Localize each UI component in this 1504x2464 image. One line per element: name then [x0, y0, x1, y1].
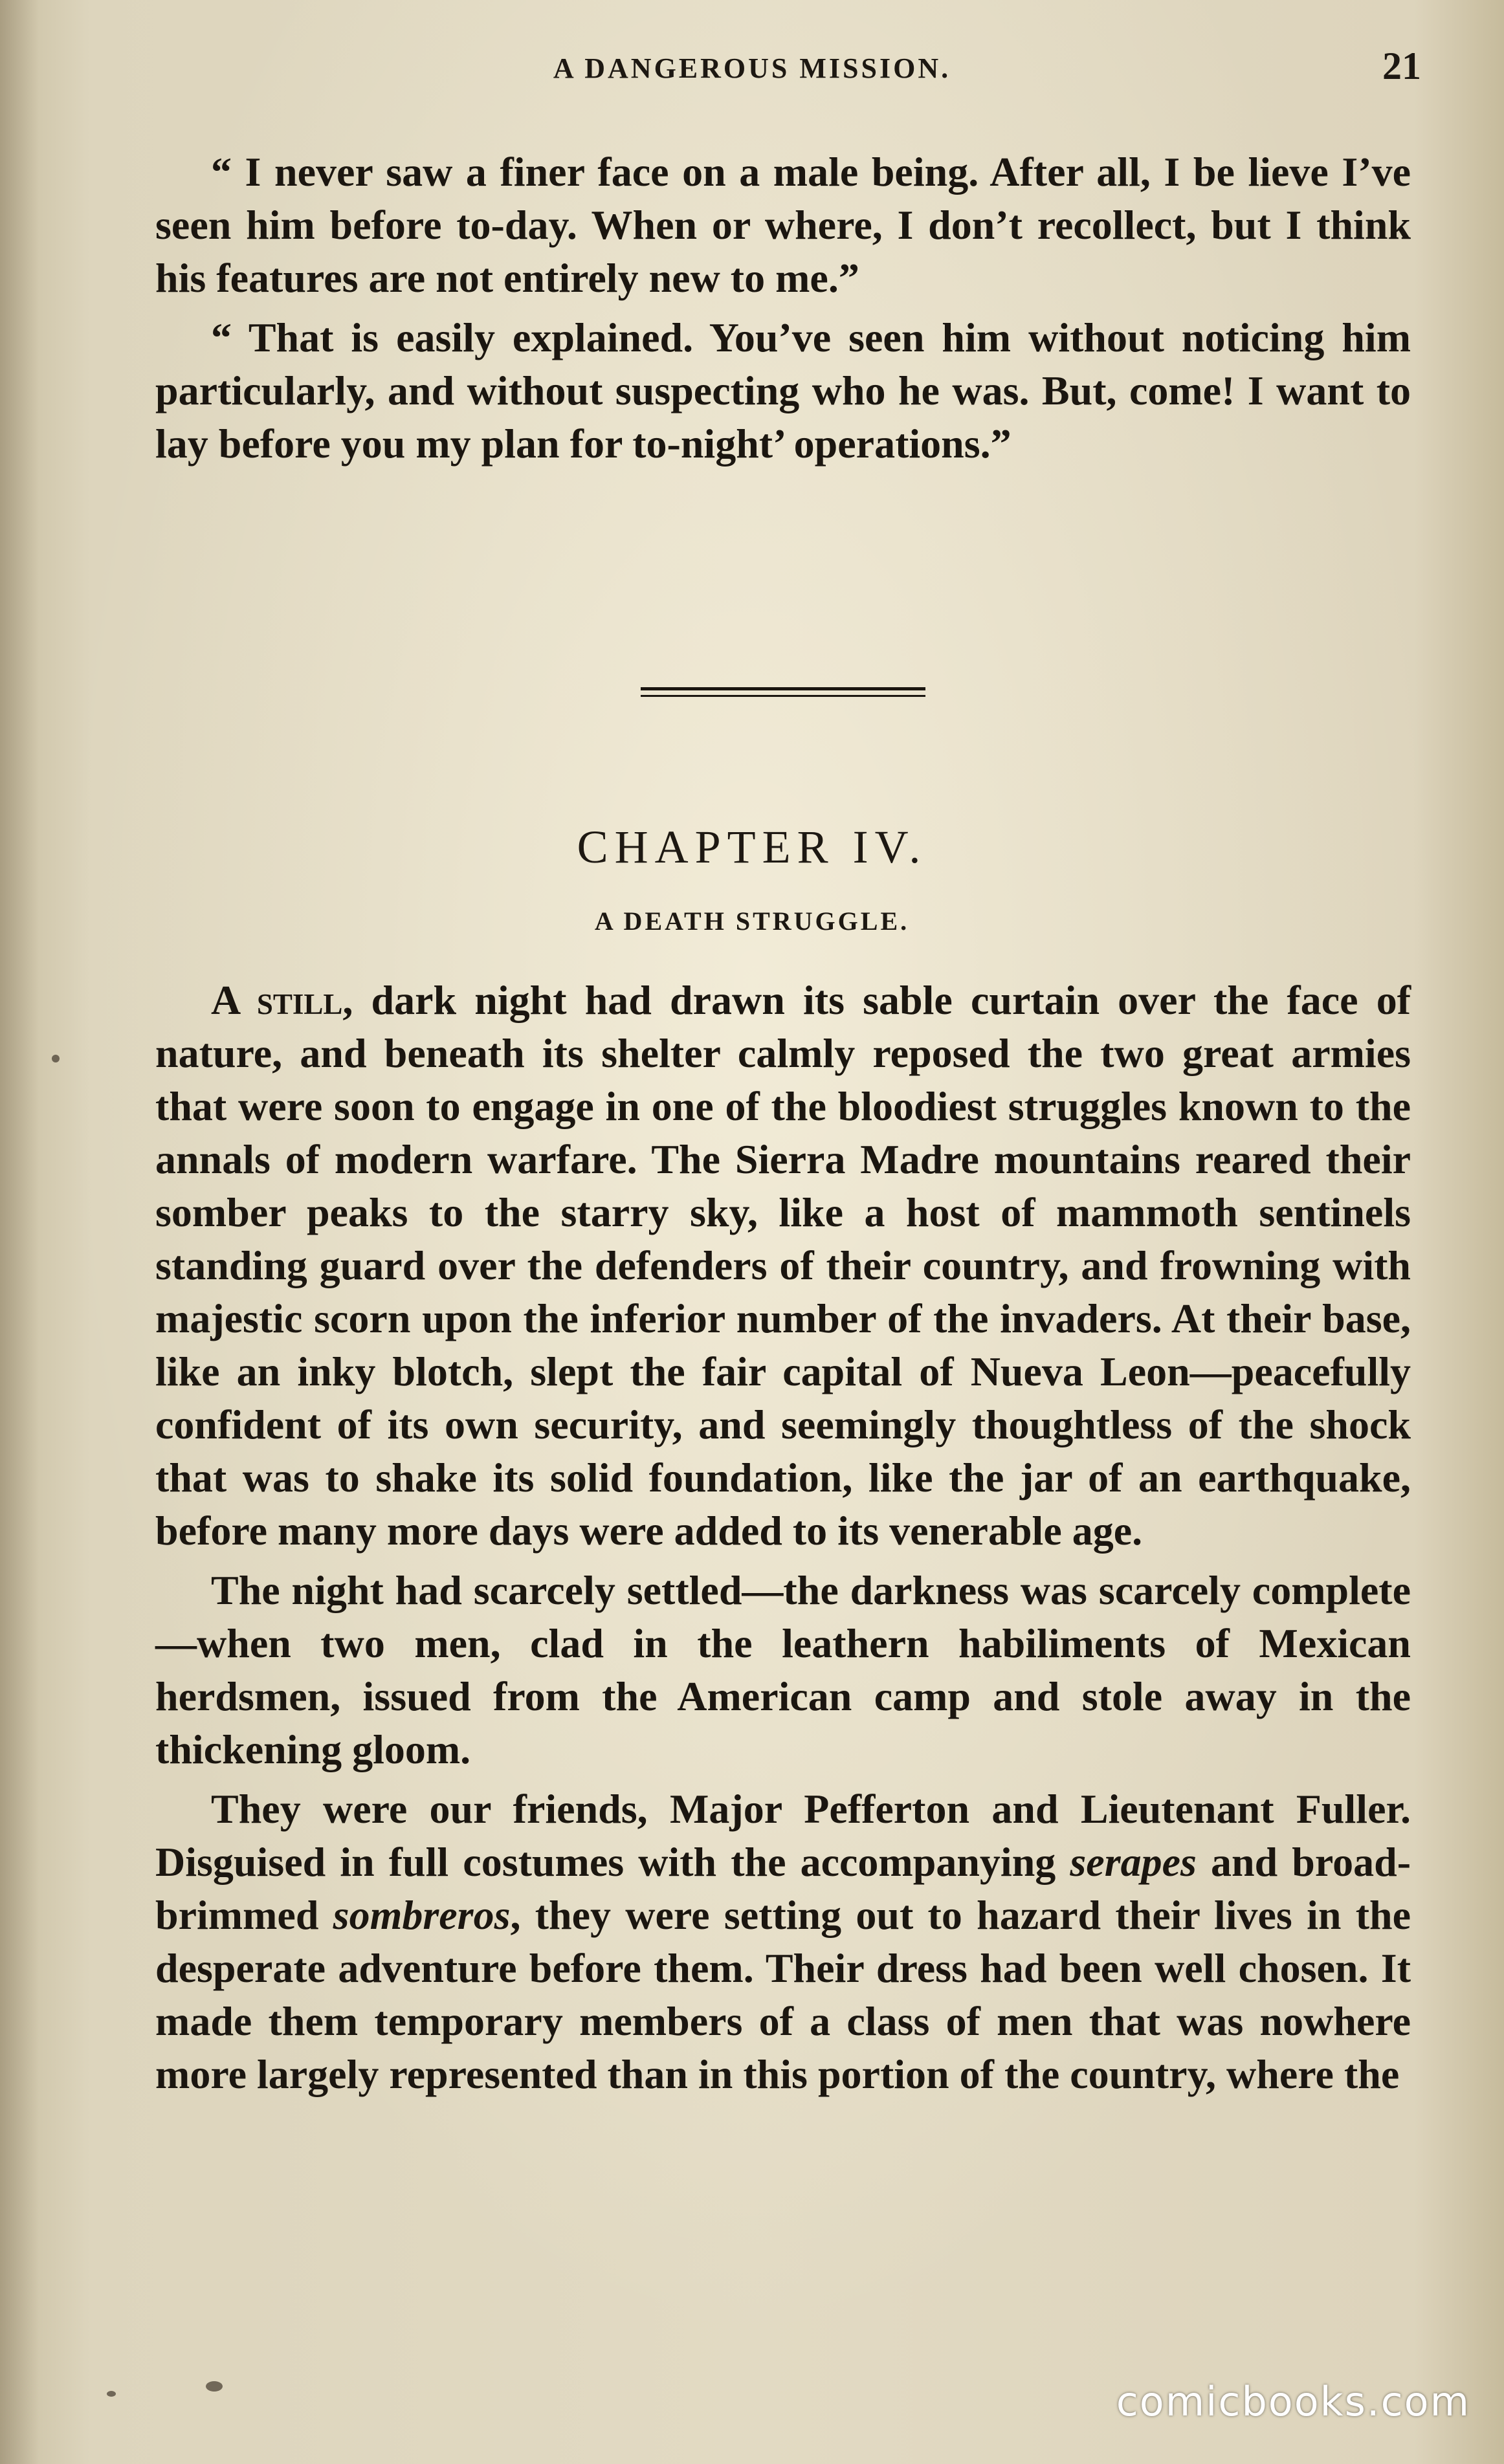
paragraph-text: , they were setting out to hazard their lives in the desperate adventure before them. Their dress had been well chosen. It made them temporary members of a class of men that was nowhere more largely represented than in this portion of the country, where the	[155, 1892, 1411, 2097]
paragraph-text: and broad-brimmed	[155, 1839, 1411, 1938]
lead-words: A still,	[211, 977, 353, 1023]
italic-term: sombreros	[333, 1892, 511, 1938]
paragraph: The night had scarcely settled—the darkness was scarcely complete—when two men, clad in the leathern habiliments of Mexican herdsmen, issued from the American camp and stole away in the thickening gloom.	[155, 1567, 1411, 1772]
divider-line	[641, 687, 925, 690]
paragraph	[155, 974, 1411, 1557]
chapter-body	[155, 974, 1411, 2101]
paragraph	[155, 1783, 1411, 2101]
paragraph-text: They were our friends, Major Pefferton and Lieutenant Fuller. Disguised in full costumes with the accompanying	[155, 1786, 1411, 1885]
paragraph: “ I never saw a finer face on a male being. After all, I be lieve I’ve seen him before to-day. When or where, I don’t recollect, but I think his features are not entirely new to me.”	[155, 149, 1411, 301]
paragraph-text: dark night had drawn its sable curtain over the face of nature, and beneath its shelter calmly reposed the two great armies that were soon to engage in one of the bloodiest struggles known to the annals of modern warfare. The Sierra Madre mountains reared their somber peaks to the starry sky, like a host of mammoth sentinels standing guard over the defenders of their country, and frowning with majestic scorn upon the inferior number of the invaders. At their base, like an inky blotch, slept the fair capital of Nueva Leon—peacefully confident of its own security, and seemingly thoughtless of the shock that was to shake its solid foundation, like the jar of an earthquake, before many more days were added to its venerable age.	[155, 977, 1411, 1554]
ink-speck	[52, 1055, 60, 1062]
ink-speck	[206, 2381, 223, 2392]
chapter-heading: CHAPTER IV.	[577, 821, 927, 873]
dialogue-block	[155, 146, 1411, 470]
running-head: A DANGEROUS MISSION.	[553, 52, 951, 84]
section-divider-rule	[641, 687, 925, 699]
divider-line	[641, 695, 925, 697]
watermark-text: comicbooks.com	[1116, 2378, 1470, 2425]
ink-speck	[107, 2391, 116, 2397]
italic-term: serapes	[1070, 1839, 1197, 1885]
page-number: 21	[1382, 45, 1421, 87]
page-edge-shadow	[0, 0, 39, 2464]
chapter-title: A DEATH STRUGGLE.	[594, 907, 910, 936]
paragraph: “ That is easily explained. You’ve seen him without noticing him particularly, and without suspecting who he was. But, come! I want to lay before you my plan for to-night’ operations.”	[155, 314, 1411, 467]
